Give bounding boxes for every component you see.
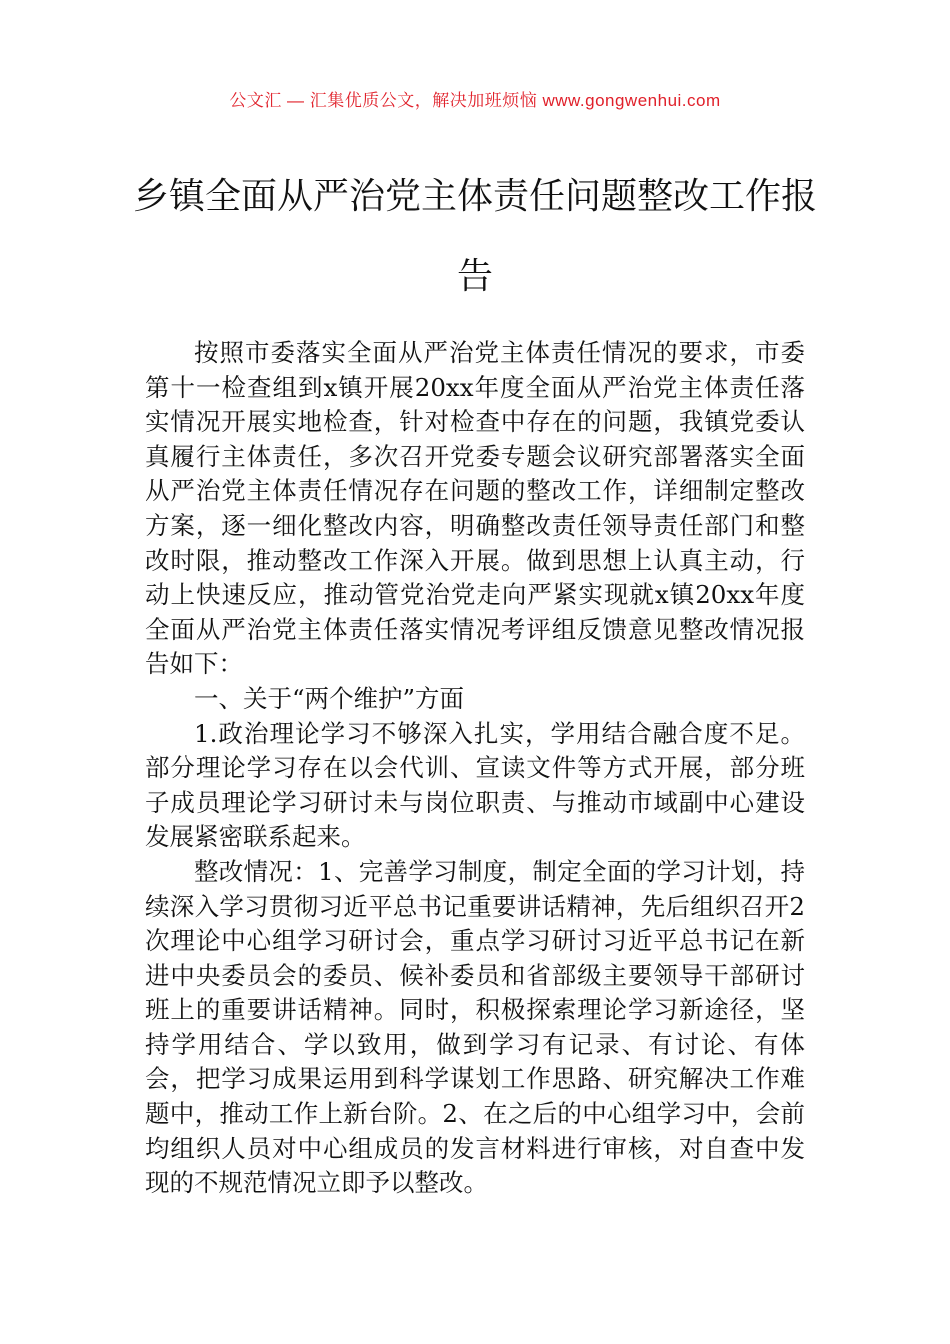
document-body bbox=[145, 336, 805, 1201]
section-heading: 一、关于“两个维护”方面 bbox=[194, 683, 465, 713]
rectification-paragraph: 整改情况：1、完善学习制度，制定全面的学习计划，持续深入学习贯彻习近平总书记重要讲话精神，先后组织召开2次理论中心组学习研讨会，重点学习研讨习近平总书记在新进中央委员会的委员、候补委员和省部级主要领导干部研讨班上的重要讲话精神。同时，积极探索理论学习新途径，坚持学用结合、学以致用，做到学习有记录、有讨论、有体会，把学习成果运用到科学谋划工作思路、研究解决工作难题中，推动工作上新台阶。2、在之后的中心组学习中，会前均组织人员对中心组成员的发言材料进行审核，对自查中发现的不规范情况立即予以整改。 bbox=[145, 856, 805, 1198]
issue-paragraph: 1.政治理论学习不够深入扎实，学用结合融合度不足。部分理论学习存在以会代训、宣读文件等方式开展，部分班子成员理论学习研讨未与岗位职责、与推动市域副中心建设发展紧密联系起来。 bbox=[145, 718, 805, 852]
header-banner: 公文汇 — 汇集优质公文，解决加班烦恼 www.gongwenhui.com bbox=[229, 91, 721, 110]
intro-paragraph: 按照市委落实全面从严治党主体责任情况的要求，市委第十一检查组到x镇开展20xx年度全面从严治党主体责任落实情况开展实地检查，针对检查中存在的问题，我镇党委认真履行主体责任，多次召开党委专题会议研究部署落实全面从严治党主体责任情况存在问题的整改工作，详细制定整改方案，逐一细化整改内容，明确整改责任领导责任部门和整改时限，推动整改工作深入开展。做到思想上认真主动，行动上快速反应，推动管党治党走向严紧实现就x镇20xx年度全面从严治党主体责任落实情况考评组反馈意见整改情况报告如下： bbox=[145, 338, 805, 679]
document-title: 乡镇全面从严治党主体责任问题整改工作报告 bbox=[132, 176, 817, 297]
